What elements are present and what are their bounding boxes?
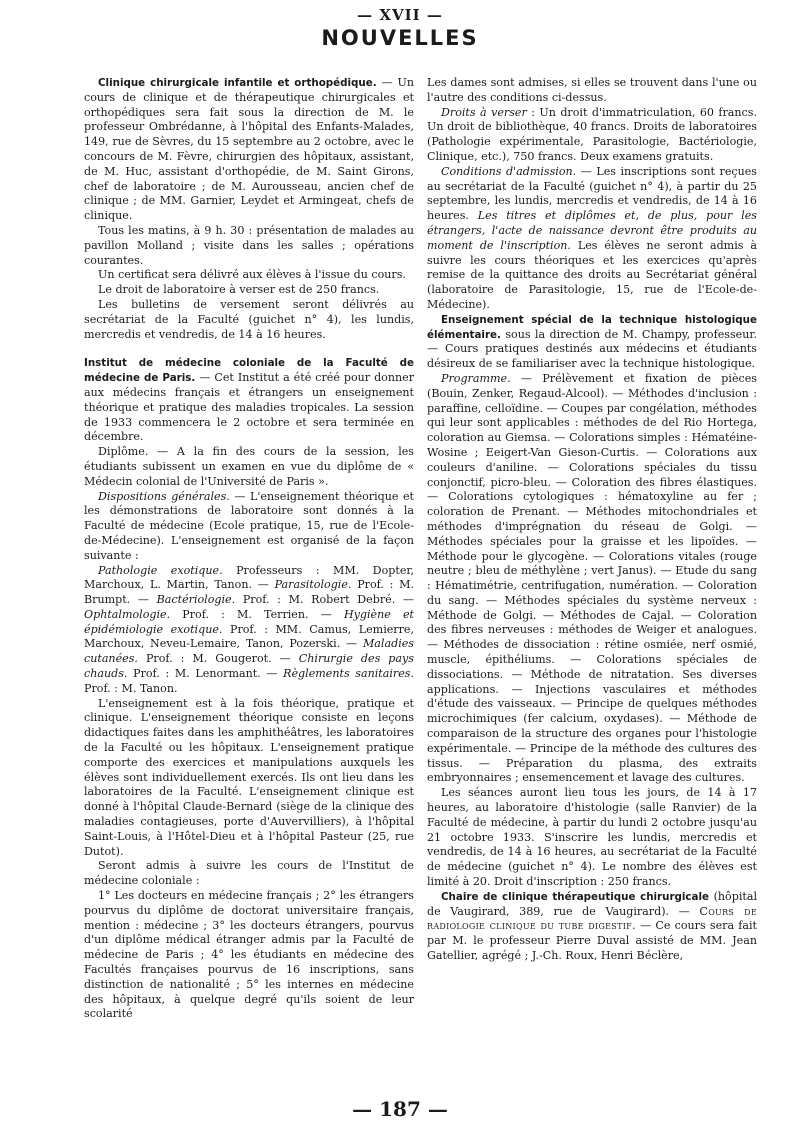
histologie-paragraph — [427, 313, 757, 372]
paragraph: Un certificat sera délivré aux élèves à l'issue du cours. — [98, 268, 406, 282]
roman-folio: — XVII — — [357, 6, 443, 24]
programme-professors: Prof. : M. Gougerot. — — [137, 652, 299, 666]
dispositions-text: — L'enseignement théorique et les démonstrations de laboratoire sont donnés à la Faculté de médecine (Ecole pratique, 15, rue de l'Ecole-de-Médecine). L'enseignement est organisé de la façon suivante : — [84, 489, 414, 562]
clinique-infantile-text: — Un cours de clinique et de thérapeutique chirurgicales et orthopédiques sera fait sous la direction de M. le professeur Ombrédanne, à l'hôpital des Enfants-Malades, 149, rue de Sèvres, du 15 septembre au 2 octobre, avec le concours de M. Fèvre, chirurgien des hôpitaux, assistant, de M. Huc, assistant d'orthopédie, de M. Saint Girons, chef de laboratoire ; de M. Aurousseau, ancien chef de clinique ; de MM. Garnier, Leydet et Armingeat, chefs de clinique. — [84, 76, 414, 223]
programme-subject: Bactériologie. — [156, 593, 236, 607]
programme-professors: Prof. : M. Terrien. — — [170, 607, 344, 621]
programme-subject: Parasitologie. — [274, 578, 352, 592]
programme-histologie-paragraph — [427, 372, 757, 786]
admis-paragraph: Seront admis à suivre les cours de l'Institut de médecine coloniale : — [84, 859, 414, 888]
programme-subject: Règlements sanitaires. — [283, 667, 415, 681]
clinique-infantile-paragraph — [84, 76, 414, 224]
section-gap — [84, 342, 414, 356]
histologie-text: sous la direction de M. Champy, professeur. — Cours pratiques destinés aux médecins et étudiants désireux de se familiariser avec la technique histologique. — [427, 327, 757, 371]
programme-professors: Prof. : M. Tanon. — [84, 681, 178, 695]
dispositions-paragraph — [84, 490, 414, 564]
therapeutique-paragraph — [427, 890, 757, 964]
admis-list-paragraph: 1° Les docteurs en médecine français ; 2° les étrangers pourvus du diplôme de doctorat universitaire français, mention : médecine ; 3° les docteurs étrangers, pourvus d'un diplôme médical étranger admis par la Faculté de médecine de Paris ; 4° les étudiants en médecine des Facultés françaises pourvus de 16 inscriptions, sans distinction de nationalité ; 5° les internes en médecine des hôpitaux, à quelque degré qu'ils soient de leur scolarité — [84, 889, 414, 1021]
therapeutique-smallcaps: Cours de radiologie clinique du tube digestif. — [427, 904, 757, 933]
droits-text: : Un droit d'immatriculation, 60 francs. Un droit de bibliothèque, 40 francs. Droits de laboratoires (Pathologie expérimentale, Parasitologie, Bactériologie, Clinique, etc.), 750 francs. Deux examens gratuits. — [427, 105, 757, 163]
page-header — [0, 6, 800, 50]
institut-paragraph — [84, 356, 414, 445]
conditions-italic: Les titres et diplômes et, de plus, pour les étrangers, l'acte de naissance devront être produits au moment de l'inscription. — [427, 209, 757, 252]
paragraph: Les bulletins de versement seront délivrés au secrétariat de la Faculté (guichet n° 4), les lundis, mercredis et vendredis, de 14 à 16 heures. — [84, 297, 414, 341]
droits-paragraph — [427, 106, 757, 165]
programme-paragraph — [84, 564, 414, 697]
programme-subject: Ophtalmologie. — [84, 607, 171, 621]
programme-professors: Prof. : MM. Camus, Lemierre, Marchoux, Neveu-Lemaire, Tanon, Pozerski. — — [84, 622, 414, 651]
droits-label: Droits à verser — [441, 105, 527, 119]
programme-professors: Prof. : M. Brumpt. — — [84, 578, 414, 607]
clinique-infantile-heading: Clinique chirurgicale infantile et orthopédique. — [98, 77, 377, 89]
conditions-end: Les élèves ne seront admis à suivre les cours théoriques et les exercices qu'après remise de la quittance des droits au Secrétariat général (laboratoire de Parasitologie, 15, rue de l'Ecole-de-Médecine). — [427, 238, 757, 311]
programme-label: Programme. — [441, 371, 511, 385]
programme-subject: Hygiène et épidémiologie exotique. — [84, 607, 414, 636]
programme-professors: Prof. : M. Lenormant. — — [127, 667, 284, 681]
programme-professors: Professeurs : MM. Dopter, Marchoux, L. Martin, Tanon. — — [84, 563, 414, 592]
programme-subject: Maladies cutanées. — [84, 637, 414, 666]
therapeutique-text: (hôpital de Vaugirard, 389, rue de Vaugirard). — — [427, 889, 758, 918]
conditions-paragraph — [427, 165, 757, 313]
conditions-text: — Les inscriptions sont reçues au secrétariat de la Faculté (guichet n° 4), à partir du 25 septembre, les lundis, mercredis et vendredis, de 14 à 16 heures. — [427, 164, 758, 223]
diplome-paragraph: Diplôme. — A la fin des cours de la session, les étudiants subissent un examen en vue du diplôme de « Médecin colonial de l'Université de Paris ». — [84, 445, 414, 488]
dispositions-label: Dispositions générales. — [98, 489, 230, 503]
paragraph: Tous les matins, à 9 h. 30 : présentation de malades au pavillon Molland ; visite dans les salles ; opérations courantes. — [84, 223, 414, 267]
programme-text: — Prélèvement et fixation de pièces (Bouin, Zenker, Regaud-Alcool). — Méthodes d'inclusion : paraffine, celloïdine. — Coupes par congélation, méthodes qui leur sont applicables : méthodes de del Rio Hortega, coloration au Giemsa. — Colorations simples : Hématéine-Wosine ; Eeigert-Van Gieson-Curtis. — Colorations aux couleurs d'aniline. — Colorations spéciales du tissu conjonctif, picro-bleu. — Coloration des fibres élastiques. — Colorations cytologiques : hématoxyline au fer ; coloration de Prenant. — Méthodes mitochondriales et méthodes d'imprégnation du réseau de Golgi. — Méthodes spéciales pour la graisse et les lipoïdes. — Méthode pour le glycogène. — Colorations vitales (rouge neutre ; bleu de méthylène ; vert Janus). — Etude du sang : Hématimétrie, centrifugation, numération. — Coloration du sang. — Méthodes spéciales du système nerveux : Méthode de Golgi. — Méthodes de Cajal. — Coloration des fibres nerveuses : méthodes de Weiger et analogues. — Méthodes de dissociation : rétine osmiée, nerf osmié, muscle, épithéliums. — Colorations spéciales de dissociations. — Méthode de nitratation. Ses diverses applications. — Injections vasculaires et méthodes d'étude des vaisseaux. — Principe de quelques méthodes microchimiques (fer calcium, oxydases). — Méthode de comparaison de la structure des organes pour l'histologie expérimentale. — Principe de la méthode des cultures des tissus. — Préparation du plasma, des extraits embryonnaires ; ensemencement et lavage des cultures. — [427, 371, 757, 785]
therapeutique-heading: Chaire de clinique thérapeutique chirurgicale — [441, 890, 710, 903]
page-number: — 187 — — [352, 1097, 448, 1121]
enseignement-paragraph: L'enseignement est à la fois théorique, pratique et clinique. L'enseignement théorique consiste en leçons didactiques faites dans les amphithéâtres, les laboratoires de la Faculté ou les hôpitaux. L'enseignement pratique comporte des exercices et manipulations auxquels les élèves sont individuellement exercés. Ils ont lieu dans les laboratoires de la Faculté. L'enseignement clinique est donné à l'hôpital Claude-Bernard (siège de la clinique des maladies contagieuses, porte d'Auvervilliers), à l'hôpital Saint-Louis, à l'Hôtel-Dieu et à l'hôpital Pasteur (25, rue Dutot). — [84, 696, 414, 858]
paragraph: Le droit de laboratoire à verser est de 250 francs. — [98, 283, 380, 297]
institut-text: — Cet Institut a été créé pour donner aux médecins français et étrangers un enseignement théorique et pratique des maladies tropicales. La session de 1933 commencera le 2 octobre et sera terminée en décembre. — [84, 371, 415, 444]
programme-subject: Pathologie exotique. — [98, 563, 223, 577]
left-column — [84, 76, 414, 1022]
dames-paragraph: Les dames sont admises, si elles se trouvent dans l'une ou l'autre des conditions ci-dessus. — [427, 76, 757, 104]
seances-paragraph: Les séances auront lieu tous les jours, de 14 à 17 heures, au laboratoire d'histologie (salle Ranvier) de la Faculté de médecine, à partir du lundi 2 octobre jusqu'au 21 octobre 1933. S'inscrire les lundis, mercredis et vendredis, de 14 à 16 heures, au secrétariat de la Faculté de médecine (guichet n° 4). Le nombre des élèves est limité à 20. Droit d'inscription : 250 francs. — [427, 786, 757, 889]
programme-professors: Prof. : M. Robert Debré. — — [235, 593, 414, 607]
right-column — [427, 76, 757, 964]
histologie-heading: Enseignement spécial de la technique histologique élémentaire. — [427, 313, 757, 341]
section-title: NOUVELLES — [321, 26, 479, 50]
therapeutique-end: — Ce cours sera fait par M. le professeur Pierre Duval assisté de MM. Jean Gatellier, agrégé ; J.-Ch. Roux, Henri Béclère, — [427, 919, 758, 963]
institut-heading: Institut de médecine coloniale de la Faculté de médecine de Paris. — [84, 357, 414, 385]
programme-subject: Chirurgie des pays chauds. — [84, 652, 414, 681]
conditions-label: Conditions d'admission. — [441, 164, 577, 178]
